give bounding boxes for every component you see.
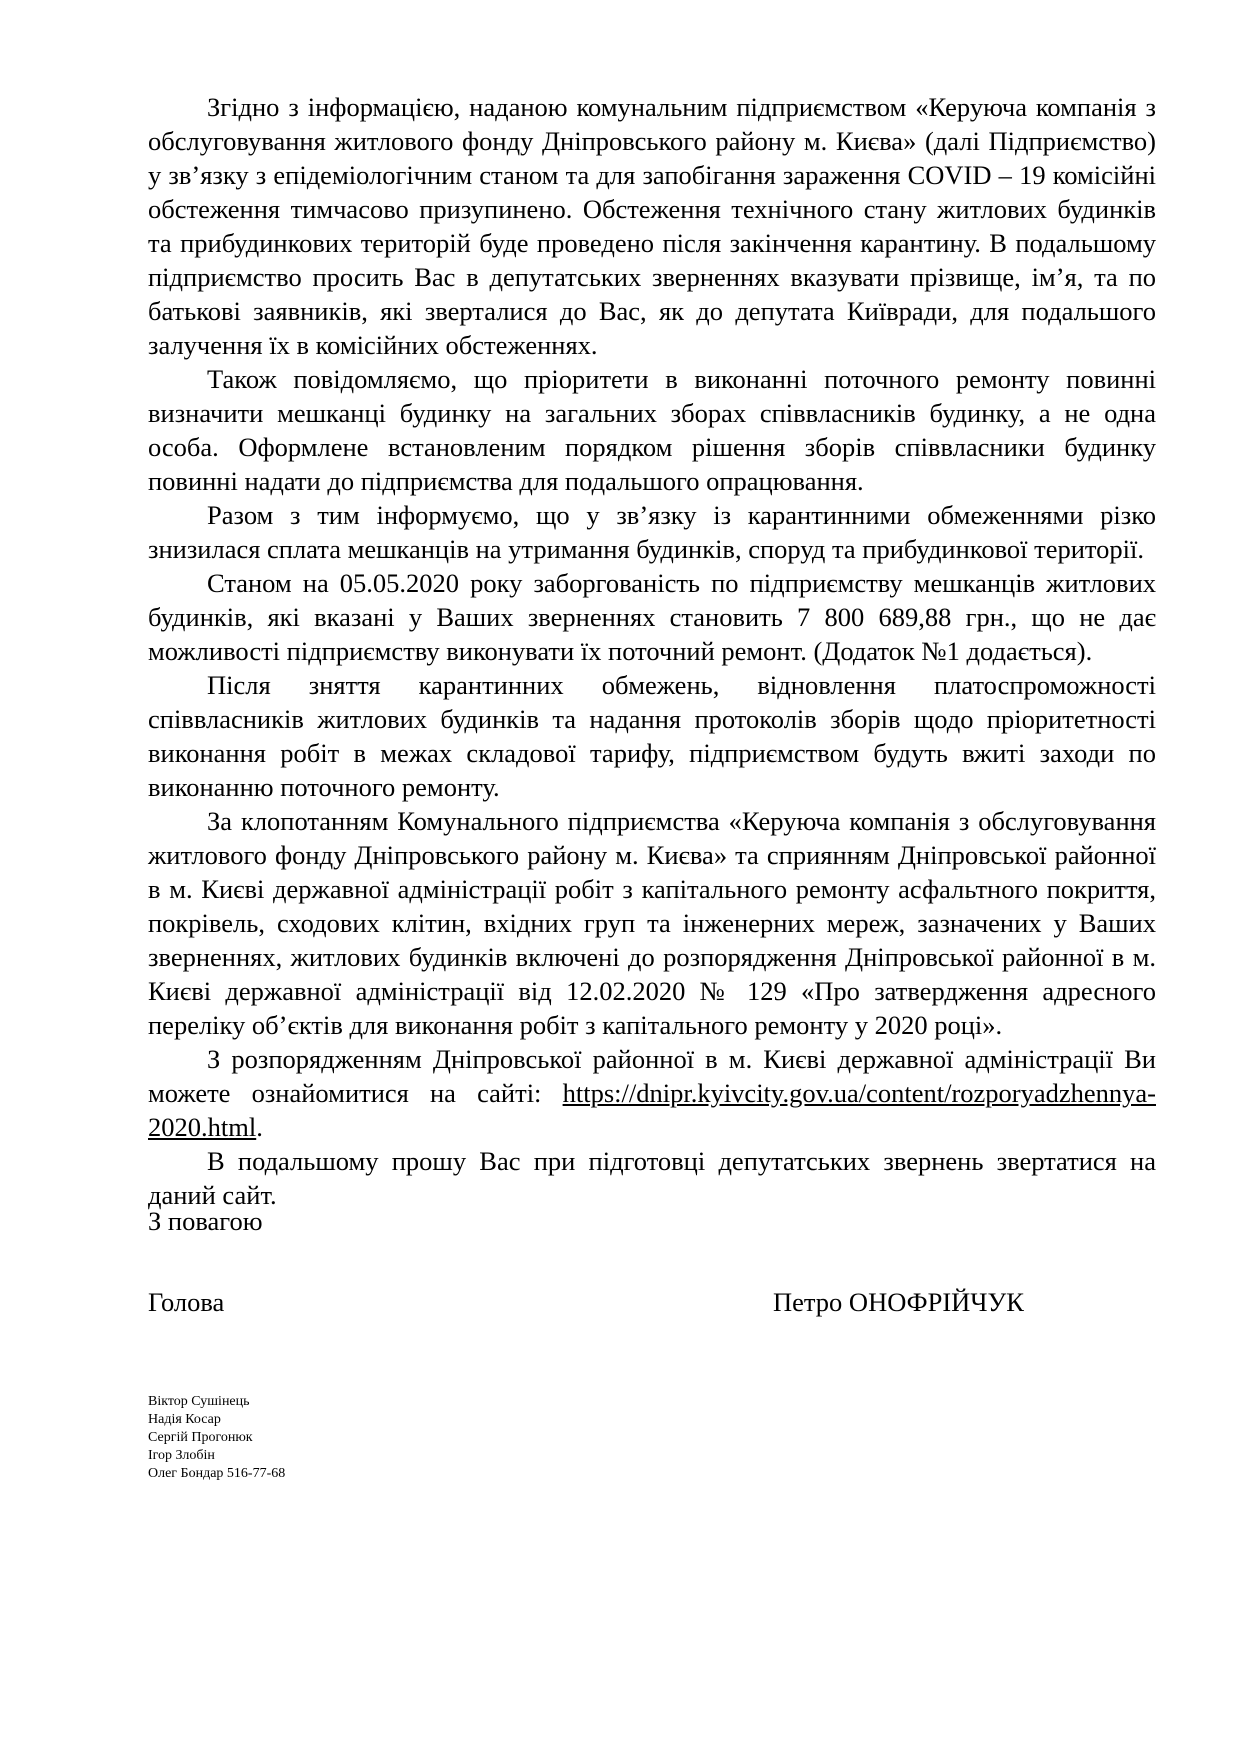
- executor-line: Ігор Злобін: [148, 1448, 215, 1463]
- executor-line: Віктор Сушінець: [148, 1394, 250, 1409]
- signatory-position: Голова: [148, 1287, 225, 1317]
- paragraph-final-request: В подальшому прошу Вас при підготовці депутатських звернень звертатися на даний сайт.: [148, 1146, 1156, 1210]
- paragraph-repair-priorities: Також повідомляємо, що пріоритети в виконанні поточного ремонту повинні визначити мешканці будинку на загальних зборах співвласників будинку, а не одна особа. Оформлене встановленим порядком рішення зборів співвласники будинку повинні надати до підприємства для подальшого опрацювання.: [148, 364, 1156, 496]
- website-link[interactable]: https://dnipr.kyivcity.gov.ua/content/rozporyadzhennya-2020.html: [148, 1078, 1156, 1142]
- executor-line: Сергій Прогонюк: [148, 1430, 253, 1445]
- closing-phrase: З повагою: [148, 1206, 263, 1236]
- letter-body: [148, 90, 1156, 1212]
- executors-list: [148, 1393, 285, 1483]
- paragraph-website-reference: [148, 1042, 1156, 1144]
- website-reference-end: .: [256, 1112, 263, 1142]
- website-reference-text: З розпорядженням Дніпровської районної в м. Києві державної адміністрації Ви можете ознайомитися на сайті:: [148, 1044, 1156, 1108]
- paragraph-after-quarantine: Після зняття карантинних обмежень, відновлення платоспроможності співвласників житлових будинків та надання протоколів зборів щодо пріоритетності виконання робіт в межах складової тарифу, підприємством будуть вжиті заходи по виконанню поточного ремонту.: [148, 670, 1156, 802]
- paragraph-payment-decline: Разом з тим інформуємо, що у зв’язку із карантинними обмеженнями різко знизилася сплата мешканців на утримання будинків, споруд та прибудинкової території.: [148, 500, 1156, 564]
- paragraph-capital-repair: За клопотанням Комунального підприємства «Керуюча компанія з обслуговування житлового фонду Дніпровського району м. Києва» та сприянням Дніпровської районної в м. Києві державної адміністрації робіт з капітального ремонту асфальтного покриття, покрівель, сходових клітин, вхідних груп та інженерних мереж, зазначених у Ваших зверненнях, житлових будинків включені до розпорядження Дніпровської районної в м. Києві державної адміністрації від 12.02.2020 № 129 «Про затвердження адресного переліку об’єктів для виконання робіт з капітального ремонту у 2020 році».: [148, 806, 1156, 1040]
- paragraph-debt-amount: Станом на 05.05.2020 року заборгованість по підприємству мешканців житлових будинків, які вказані у Ваших зверненнях становить 7 800 689,88 грн., що не дає можливості підприємству виконувати їх поточний ремонт. (Додаток №1 додається).: [148, 568, 1156, 666]
- paragraph-covid-inspections: Згідно з інформацією, наданою комунальним підприємством «Керуюча компанія з обслуговування житлового фонду Дніпровського району м. Києва» (далі Підприємство) у зв’язку з епідеміологічним станом та для запобігання зараження COVID – 19 комісійні обстеження тимчасово призупинено. Обстеження технічного стану житлових будинків та прибудинкових територій буде проведено після закінчення карантину. В подальшому підприємство просить Вас в депутатських зверненнях вказувати прізвище, ім’я, та по батькові заявників, які зверталися до Вас, як до депутата Київради, для подальшого залучення їх в комісійних обстеженнях.: [148, 92, 1156, 360]
- executor-line: Олег Бондар 516-77-68: [148, 1466, 286, 1481]
- signatory-name: Петро ОНОФРІЙЧУК: [773, 1287, 1024, 1317]
- executor-line: Надія Косар: [148, 1412, 221, 1427]
